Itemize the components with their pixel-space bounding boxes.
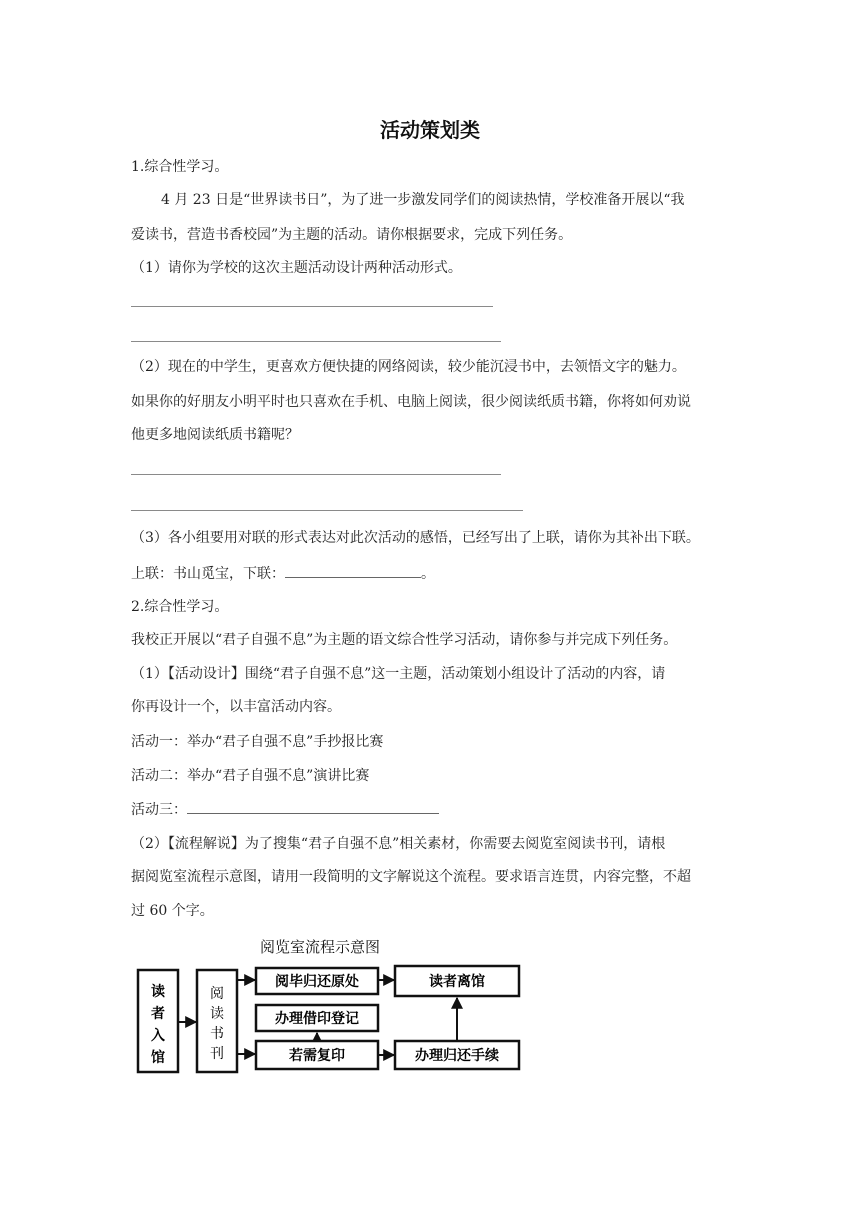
leave-label: 读者离馆	[429, 974, 485, 990]
couplet-prefix: 上联：书山觅宝，下联：	[131, 566, 285, 582]
couplet-suffix: 。	[421, 566, 435, 582]
q1-intro-line1: 4 月 23 日是“世界读书日”，为了进一步激发同学们的阅读热情，学校准备开展以“我	[161, 192, 685, 208]
entry-char: 者	[151, 1006, 165, 1022]
read-char: 阅	[210, 986, 224, 1002]
page-title: 活动策划类	[380, 118, 480, 142]
q1-sub1: （1）请你为学校的这次主题活动设计两种活动形式。	[131, 260, 462, 276]
q1-sub2-line1: （2）现在的中学生，更喜欢方便快捷的网络阅读，较少能沉浸书中，去领悟文字的魅力。	[131, 359, 686, 375]
q1-heading: 1.综合性学习。	[131, 159, 229, 175]
q2-sub1-line1: （1）【活动设计】围绕“君子自强不息”这一主题，活动策划小组设计了活动的内容，请	[131, 666, 666, 682]
activity3-answer-blank[interactable]	[187, 799, 439, 814]
return-to-place-label: 阅毕归还原处	[275, 974, 359, 990]
q2-sub2-line1: （2）【流程解说】为了搜集“君子自强不息”相关素材，你需要去阅览室阅读书刊，请根	[131, 836, 666, 852]
answer-line[interactable]	[131, 510, 523, 511]
q2-sub2-line3: 过 60 个字。	[131, 903, 214, 919]
q2-heading: 2.综合性学习。	[131, 599, 229, 615]
q2-intro: 我校正开展以“君子自强不息”为主题的语文综合性学习活动，请你参与并完成下列任务。	[131, 632, 678, 648]
q2-sub1-line2: 你再设计一个，以丰富活动内容。	[131, 699, 341, 715]
q2-activity1: 活动一：举办“君子自强不息”手抄报比赛	[131, 734, 384, 750]
q1-sub2-line2: 如果你的好朋友小明平时也只喜欢在手机、电脑上阅读，很少阅读纸质书籍，你将如何劝说	[131, 394, 691, 410]
entry-char: 馆	[151, 1050, 165, 1066]
answer-line[interactable]	[131, 474, 501, 475]
q1-sub2-line3: 他更多地阅读纸质书籍呢？	[131, 427, 299, 443]
read-char: 读	[210, 1006, 224, 1022]
read-char: 刊	[210, 1046, 224, 1062]
couplet-answer-blank[interactable]	[285, 563, 421, 578]
q1-sub3-line2	[131, 563, 731, 584]
entry-char: 读	[151, 984, 165, 1000]
answer-line[interactable]	[131, 306, 493, 307]
return-procedure-label: 办理归还手续	[415, 1048, 499, 1064]
activity3-prefix: 活动三：	[131, 802, 187, 818]
answer-line[interactable]	[131, 341, 501, 342]
q2-activity3	[131, 799, 731, 820]
q1-intro-line2: 爱读书，营造书香校园”为主题的活动。请你根据要求，完成下列任务。	[131, 227, 573, 243]
reading-room-flowchart	[130, 936, 530, 1076]
copy-label: 若需复印	[289, 1048, 345, 1064]
entry-char: 入	[151, 1028, 165, 1044]
q2-sub2-line2: 据阅览室流程示意图，请用一段简明的文字解说这个流程。要求语言连贯，内容完整，不超	[131, 869, 691, 885]
q2-activity2: 活动二：举办“君子自强不息”演讲比赛	[131, 768, 370, 784]
read-char: 书	[210, 1026, 224, 1042]
q1-sub3-line1: （3）各小组要用对联的形式表达对此次活动的感悟，已经写出了上联，请你为其补出下联。	[131, 530, 700, 546]
flowchart-title: 阅览室流程示意图	[260, 938, 381, 956]
register-label: 办理借印登记	[275, 1011, 359, 1027]
